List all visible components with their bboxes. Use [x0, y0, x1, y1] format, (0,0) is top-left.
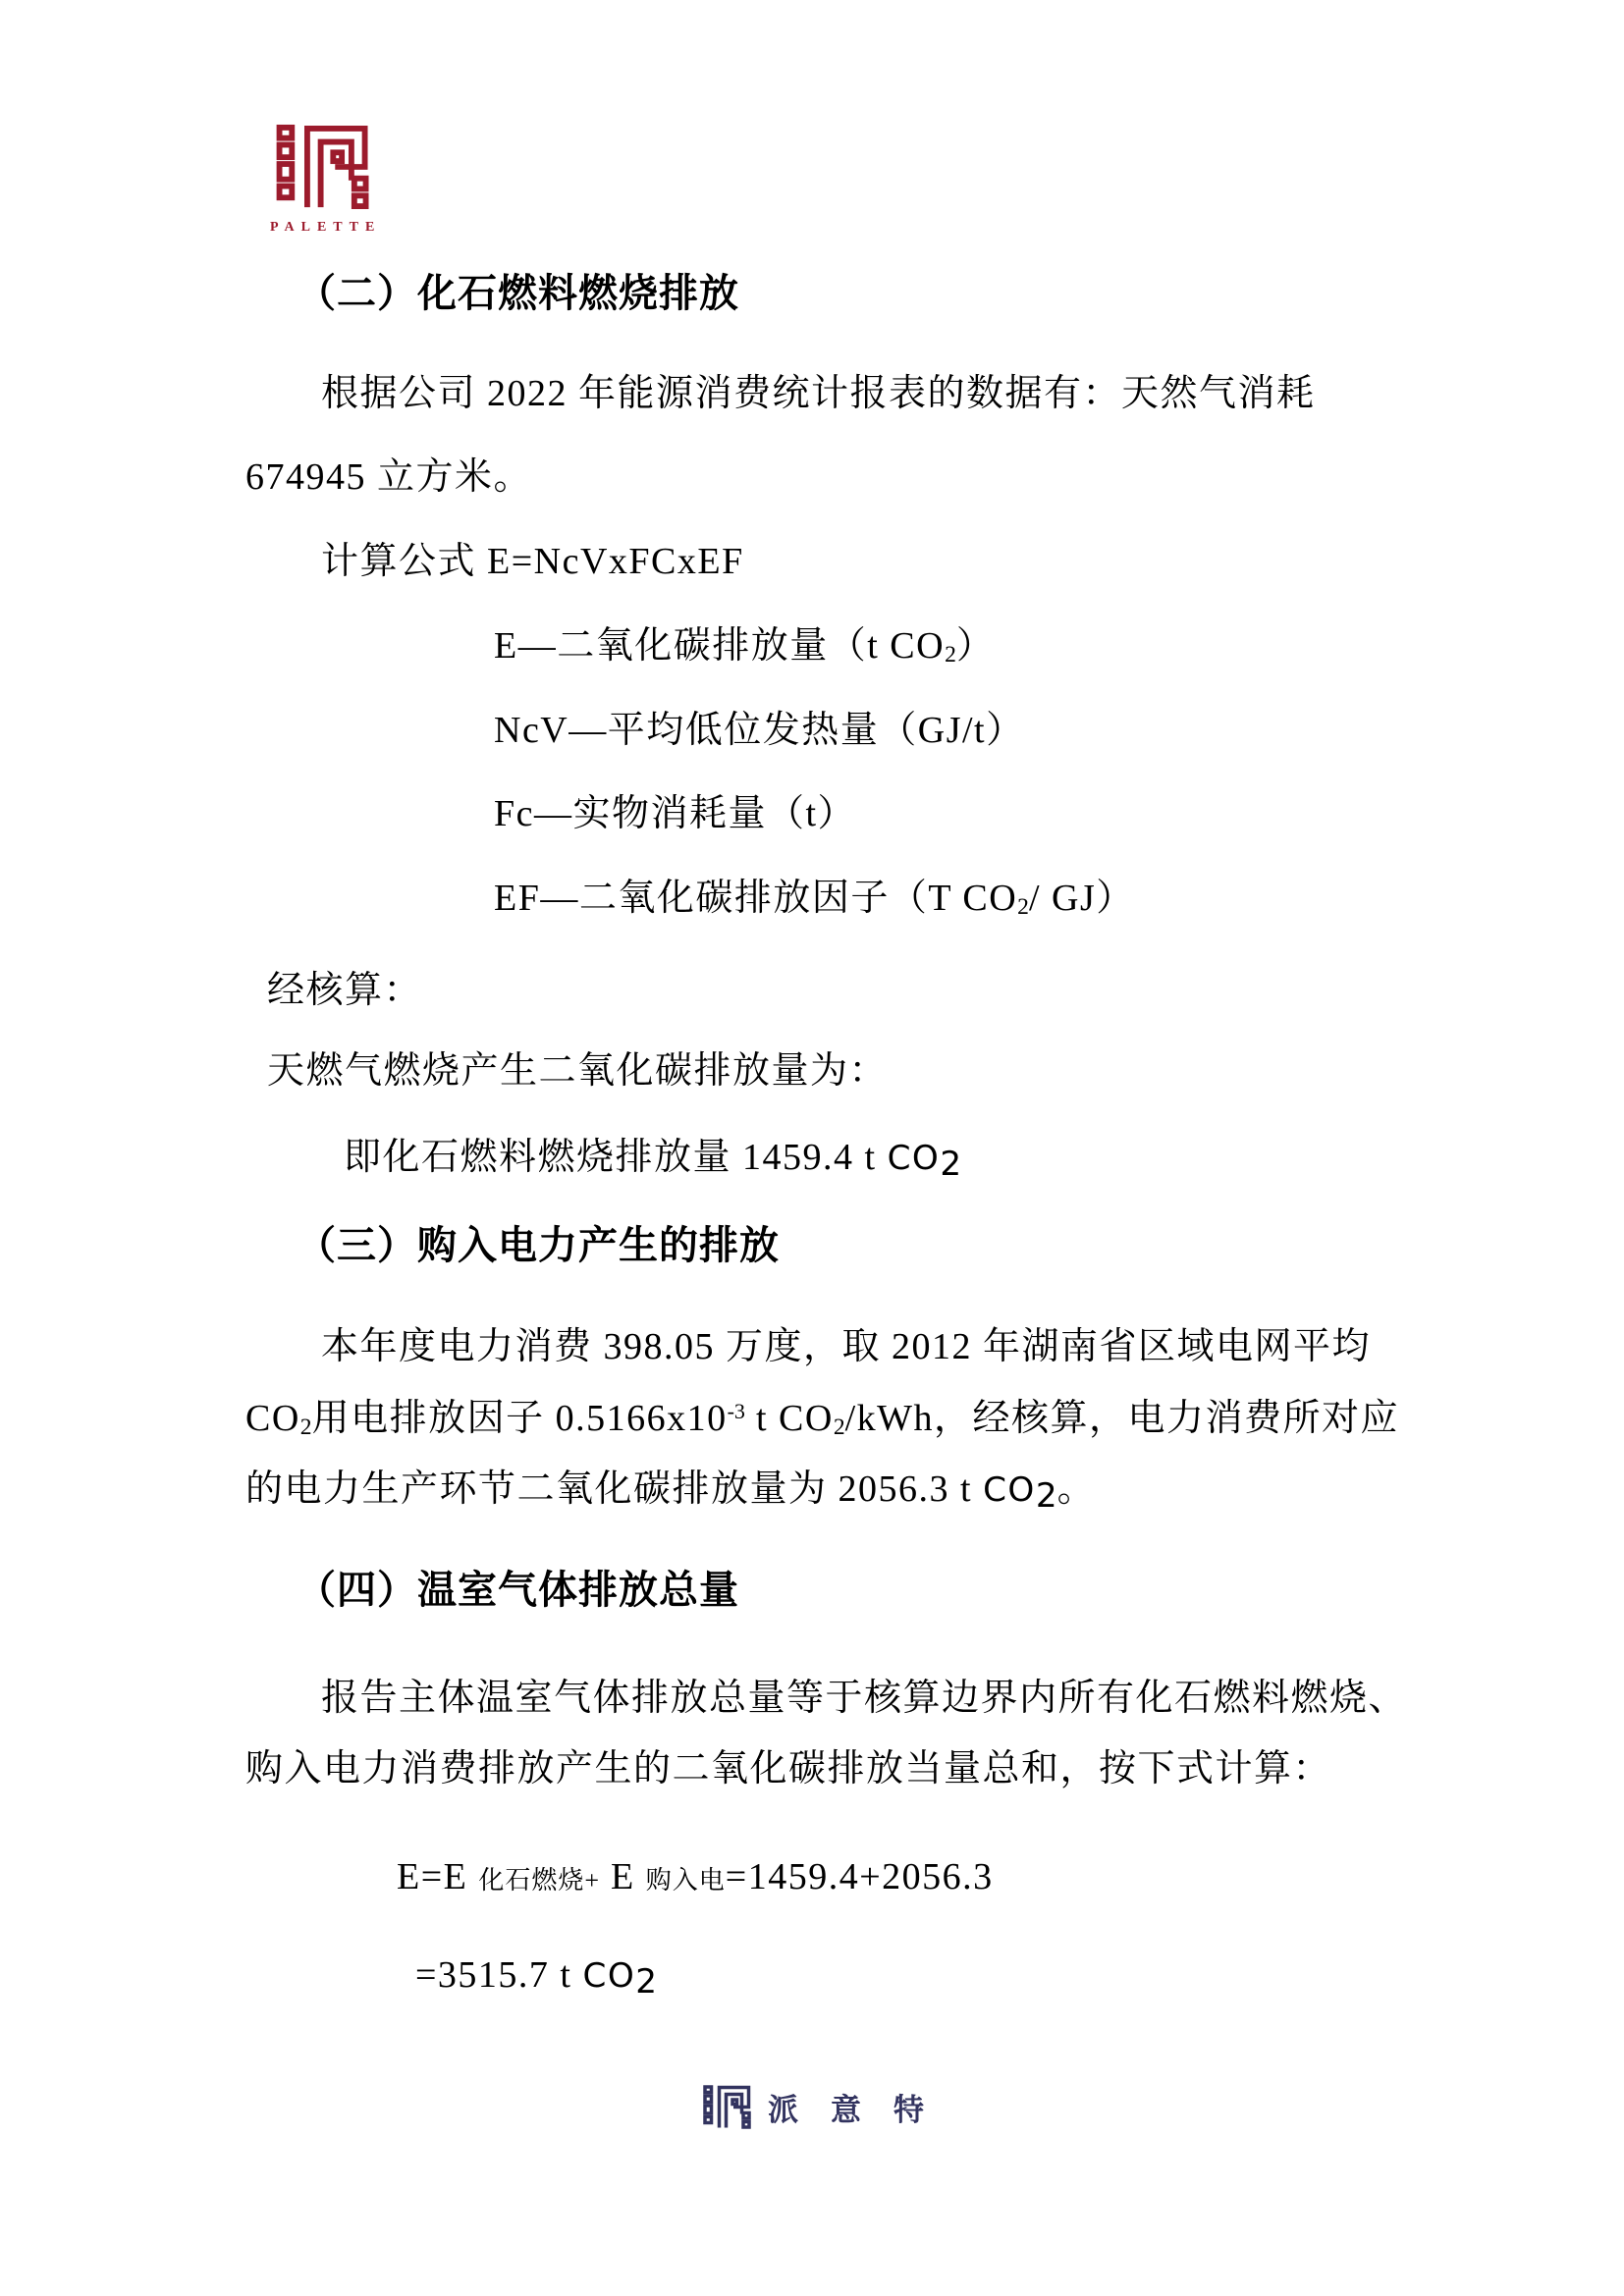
- palette-logo: [270, 124, 381, 236]
- verified-line: 经核算：: [267, 970, 423, 1011]
- definition-ef-line: EF—二氧化碳排放因子（T CO2/ GJ）: [494, 878, 1135, 921]
- definition-e-line: E—二氧化碳排放量（t CO2）: [494, 625, 996, 668]
- footer-logo: [703, 2084, 956, 2130]
- section-heading-total-emissions: （四）温室气体排放总量: [297, 1568, 739, 1613]
- paragraph-gas-data-line1: 根据公司 2022 年能源消费统计报表的数据有：天然气消耗: [321, 373, 1316, 414]
- section-heading-purchased-electricity: （三）购入电力产生的排放: [297, 1223, 780, 1268]
- definition-ncv-line: NcV—平均低位发热量（GJ/t）: [494, 710, 1025, 751]
- footer-logo-mark-icon: [703, 2084, 754, 2130]
- electricity-paragraph-line3: 的电力生产环节二氧化碳排放量为 2056.3 t CO2。: [245, 1468, 1097, 1517]
- section-heading-fossil-fuel: （二）化石燃料燃烧排放: [297, 271, 739, 316]
- gas-result-intro-line: 天燃气燃烧产生二氧化碳排放量为：: [267, 1050, 889, 1092]
- total-paragraph-line2: 购入电力消费排放产生的二氧化碳排放当量总和，按下式计算：: [245, 1748, 1332, 1789]
- paragraph-gas-data-line2: 674945 立方米。: [245, 456, 533, 498]
- definition-fc-line: Fc—实物消耗量（t）: [494, 793, 857, 834]
- formula-intro-line: 计算公式 E=NcVxFCxEF: [321, 541, 744, 582]
- palette-logo-mark-icon: [275, 124, 376, 210]
- electricity-paragraph-line1: 本年度电力消费 398.05 万度，取 2012 年湖南省区域电网平均: [321, 1326, 1372, 1367]
- gas-result-line: 即化石燃料燃烧排放量 1459.4 t CO2: [344, 1137, 962, 1185]
- electricity-paragraph-line2: CO2用电排放因子 $0.5166x10^{-3}$ t CO2/kWh，经核算，电力消费所对应: [245, 1398, 1400, 1441]
- total-result-line: =3515.7 t CO2: [415, 1954, 658, 2002]
- total-paragraph-line1: 报告主体温室气体排放总量等于核算边界内所有化石燃料燃烧、: [321, 1678, 1408, 1719]
- palette-logo-text: PALETTE: [270, 220, 382, 235]
- total-formula-line: E=E 化石燃烧+ E 购入电=1459.4+2056.3: [397, 1856, 994, 1897]
- footer-logo-text: 派意特: [768, 2093, 956, 2128]
